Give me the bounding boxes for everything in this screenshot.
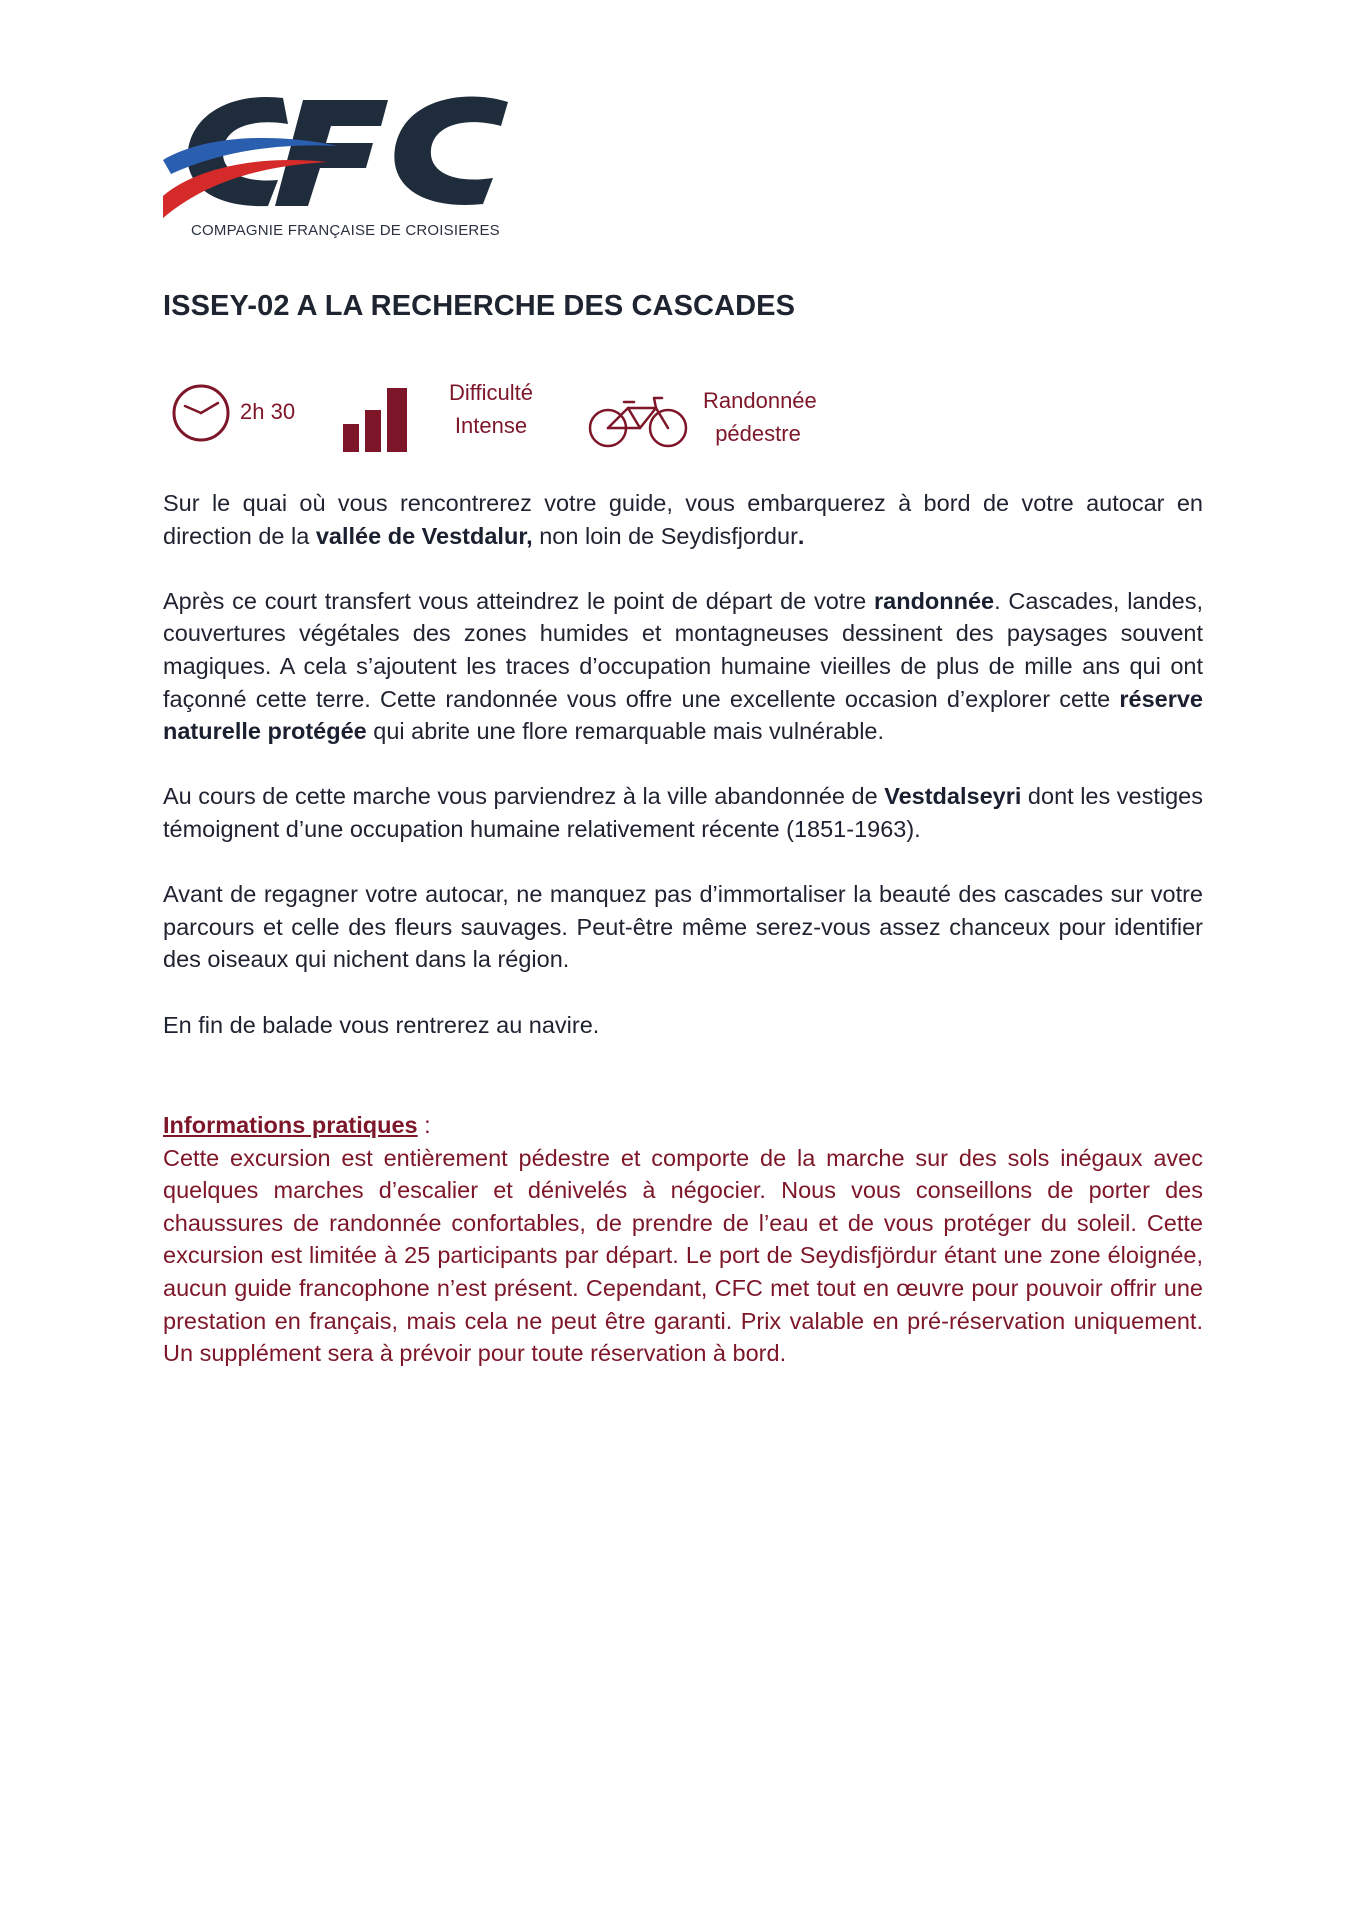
practical-info-text: Cette excursion est entièrement pédestre et comporte de la marche sur des sols inégaux avec quelques marches d’escalier et dénivelés à négocier. Nous vous conseillons de porter des chaussures de randonnée confortables, de prendre de l’eau et de vous protéger du soleil. Cette excursion est limitée à 25 participants par départ. Le port de Seydisfjördur étant une zone éloignée, aucun guide francophone n’est présent. Cependant, CFC met tout en œuvre pour pouvoir offrir une prestation en français, mais cela ne peut être garanti. Prix valable en pré-réservation uniquement. Un supplément sera à prévoir pour toute réservation à bord. bbox=[163, 1144, 1203, 1367]
practical-info bbox=[163, 1109, 1203, 1370]
p2-bold-randonnee: randonnée bbox=[874, 587, 995, 614]
p2-text-e: qui abrite une flore remarquable mais vulnérable. bbox=[366, 718, 885, 745]
p3-bold-vestdalseyri: Vestdalseyri bbox=[884, 783, 1022, 810]
logo-caption: COMPAGNIE FRANÇAISE DE CROISIERES bbox=[191, 222, 500, 239]
activity-line1: Randonnée bbox=[703, 388, 817, 413]
page-title: ISSEY-02 A LA RECHERCHE DES CASCADES bbox=[163, 290, 796, 322]
excursion-stats bbox=[163, 378, 863, 464]
activity-label bbox=[703, 384, 817, 450]
difficulty-bars-icon bbox=[341, 388, 411, 452]
paragraph-5: En fin de balade vous rentrerez au navire. bbox=[163, 1011, 600, 1038]
difficulty-line1: Difficulté bbox=[449, 380, 533, 405]
p1-bold-vestdalur: vallée de Vestdalur, bbox=[315, 522, 533, 549]
p2-text-a: Après ce court transfert vous atteindrez le point de départ de votre bbox=[163, 587, 874, 614]
practical-info-separator: : bbox=[417, 1112, 431, 1138]
p1-bold-period: . bbox=[797, 522, 805, 549]
paragraph-1 bbox=[163, 487, 1203, 552]
paragraph-2 bbox=[163, 585, 1203, 748]
p2-text-c: . Cascades, landes, couvertures végétales des zones humides et montagneuses dessinent des paysages souvent magiques. A cela s’ajoutent les traces d’occupation humaine vieilles de plus de mille ans qui ont façonné cette terre. Cette randonnée vous offre une excellente occasion d’explorer cette bbox=[163, 587, 1203, 712]
excursion-description bbox=[163, 487, 1203, 1074]
difficulty-label bbox=[431, 376, 551, 442]
duration-value: 2h 30 bbox=[240, 399, 296, 424]
activity-line2: pédestre bbox=[715, 421, 801, 446]
paragraph-3 bbox=[163, 780, 1203, 845]
p2-bold-reserve: réserve naturelle protégée bbox=[163, 685, 1203, 745]
p3-text-c: dont les vestiges témoignent d’une occupation humaine relativement récente (1851-1963). bbox=[163, 783, 1203, 842]
p1-text-c: non loin de Seydisfjordur bbox=[532, 522, 798, 549]
p1-text-a: Sur le quai où vous rencontrerez votre guide, vous embarquerez à bord de votre autocar en direction de la bbox=[163, 490, 1203, 549]
p3-text-a: Au cours de cette marche vous parviendrez à la ville abandonnée de bbox=[163, 783, 885, 810]
paragraph-4: Avant de regagner votre autocar, ne manquez pas d’immortaliser la beauté des cascades sur votre parcours et celle des fleurs sauvages. Peut-être même serez-vous assez chanceux pour identifier des oiseaux qui nichent dans la région. bbox=[163, 881, 1203, 973]
cfc-logo bbox=[163, 88, 533, 248]
clock-icon bbox=[171, 383, 231, 443]
practical-info-heading: Informations pratiques bbox=[163, 1112, 418, 1138]
cfc-logo-mark bbox=[163, 88, 533, 218]
difficulty-line2: Intense bbox=[454, 413, 528, 438]
practical-info-heading-row bbox=[163, 1109, 1203, 1142]
bicycle-icon bbox=[588, 394, 688, 450]
